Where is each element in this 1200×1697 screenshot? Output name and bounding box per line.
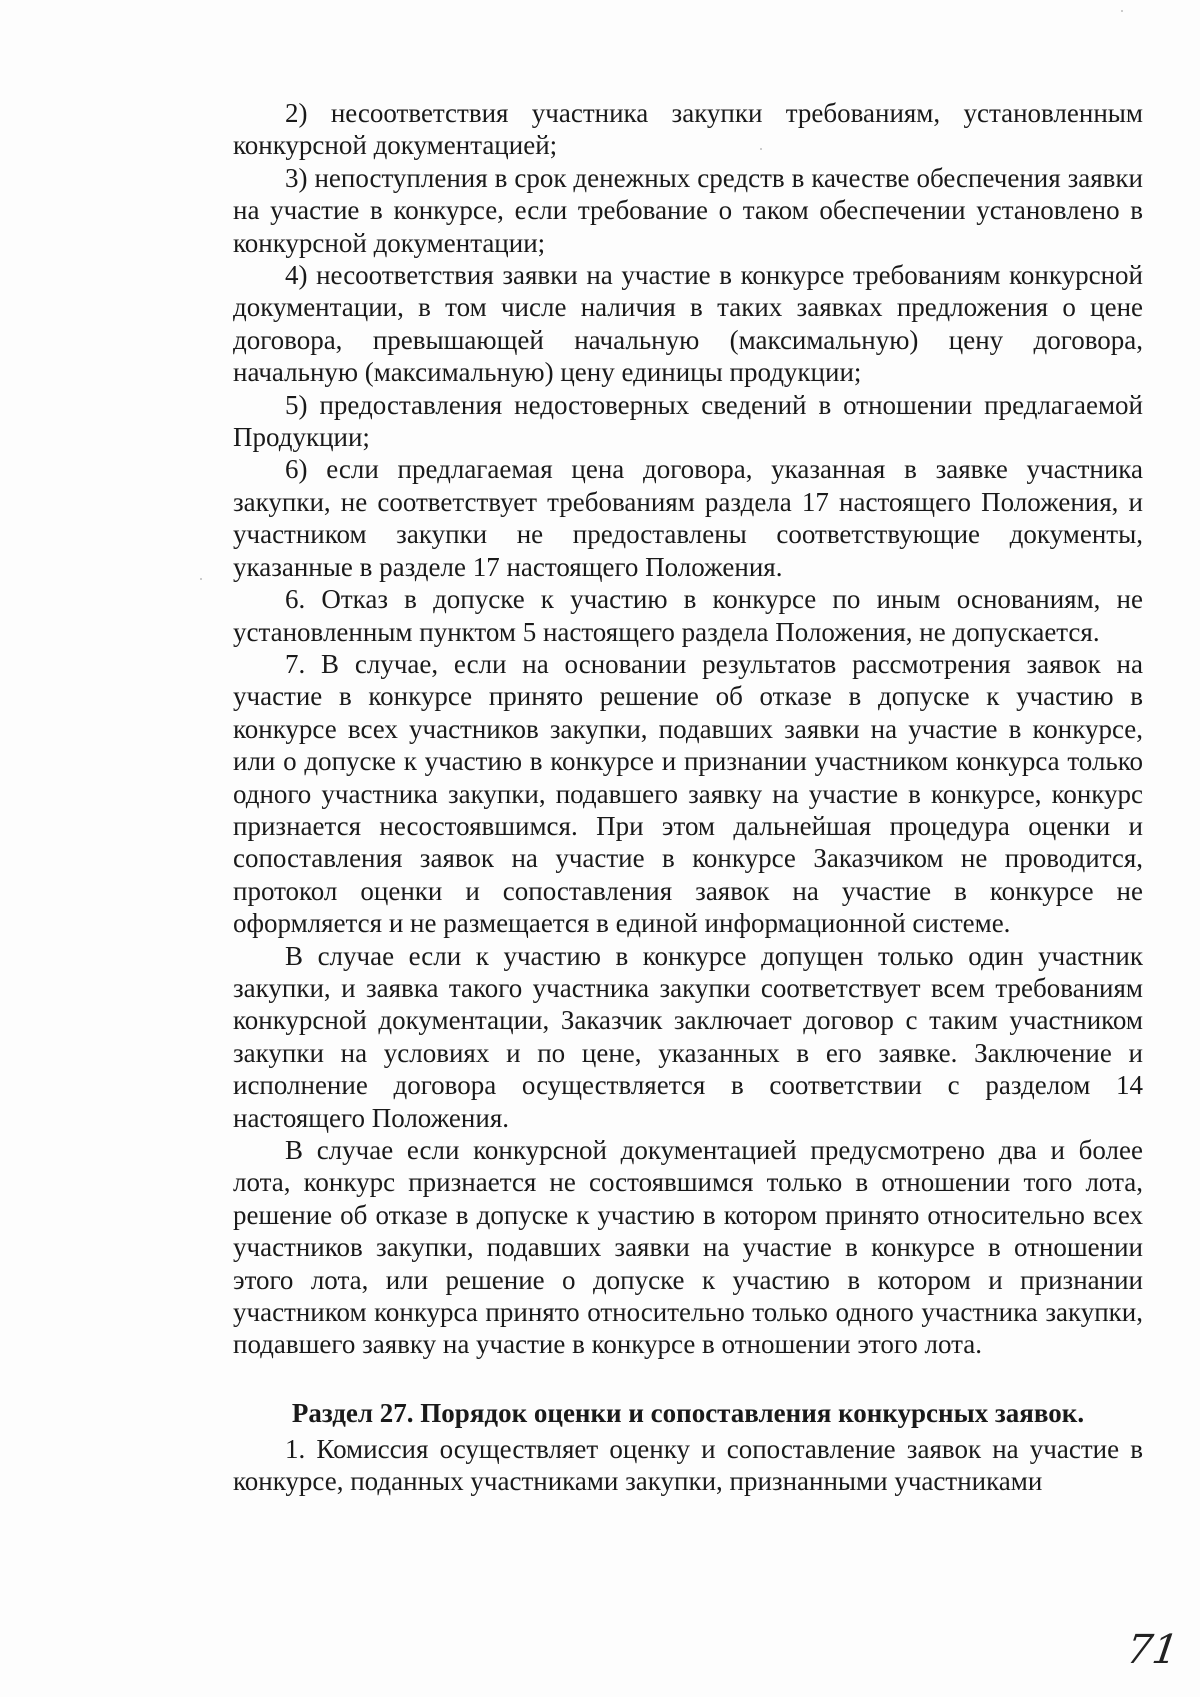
list-item-4: 4) несоответствия заявки на участие в конкурсе требованиям конкурсной документации, в том числе наличия в таких заявках предложения о цене договора, превышающей начальную (максимальную) цену договора, начальную (максимальную) цену единицы продукции;	[233, 260, 1143, 388]
clause-6: 6. Отказ в допуске к участию в конкурсе по иным основаниям, не установленным пунктом 5 настоящего раздела Положения, не допускается.	[233, 584, 1143, 647]
scan-artifact	[1121, 10, 1123, 12]
section-clause-1: 1. Комиссия осуществляет оценку и сопоставление заявок на участие в конкурсе, поданных участниками закупки, признанными участниками	[233, 1433, 1143, 1497]
scan-artifact	[760, 148, 762, 150]
list-item-3: 3) непоступления в срок денежных средств в качестве обеспечения заявки на участие в конкурсе, если требование о таком обеспечении установлено в конкурсной документации;	[233, 162, 1143, 258]
list-item-6: 6) если предлагаемая цена договора, указанная в заявке участника закупки, не соответствует требованиям раздела 17 настоящего Положения, и участником закупки не предоставлены соответствующие документы, указанные в разделе 17 настоящего Положения.	[233, 454, 1143, 582]
handwritten-page-number: 71	[1123, 1627, 1182, 1673]
clause-7-single-participant: В случае если к участию в конкурсе допущен только один участник закупки, и заявка такого участника закупки соответствует всем требованиям конкурсной документации, Заказчик заключает договор с таким участником закупки на условиях и по цене, указанных в его заявке. Заключение и исполнение договора осуществляется в соответствии с разделом 14 настоящего Положения.	[233, 940, 1143, 1133]
list-item-5: 5) предоставления недостоверных сведений в отношении предлагаемой Продукции;	[233, 389, 1143, 453]
scan-artifact	[200, 578, 202, 580]
clause-7: 7. В случае, если на основании результатов рассмотрения заявок на участие в конкурсе принято решение об отказе в допуске к участию в конкурсе всех участников закупки, подавших заявки на участие в конкурсе, или о допуске к участию в конкурсе и признании участником конкурса только одного участника закупки, подавшего заявку на участие в конкурсе, конкурс признается несостоявшимся. При этом дальнейшая процедура оценки и сопоставления заявок на участие в конкурсе Заказчиком не проводится, протокол оценки и сопоставления заявок на участие в конкурсе не оформляется и не размещается в единой информационной системе.	[233, 648, 1143, 939]
list-item-2: 2) несоответствия участника закупки требованиям, установленным конкурсной документацией;	[233, 98, 1143, 161]
document-body	[233, 97, 1143, 1498]
section-heading: Раздел 27. Порядок оценки и сопоставления конкурсных заявок.	[291, 1397, 1085, 1428]
clause-7-multiple-lots: В случае если конкурсной документацией предусмотрено два и более лота, конкурс признается не состоявшимся только в отношении того лота, решение об отказе в допуске к участию в котором принято относительно всех участников закупки, подавших заявки на участие в конкурсе в отношении этого лота, или решение о допуске к участию в котором и признании участником конкурса принято относительно только одного участника закупки, подавшего заявку на участие в конкурсе в отношении этого лота.	[233, 1135, 1143, 1360]
